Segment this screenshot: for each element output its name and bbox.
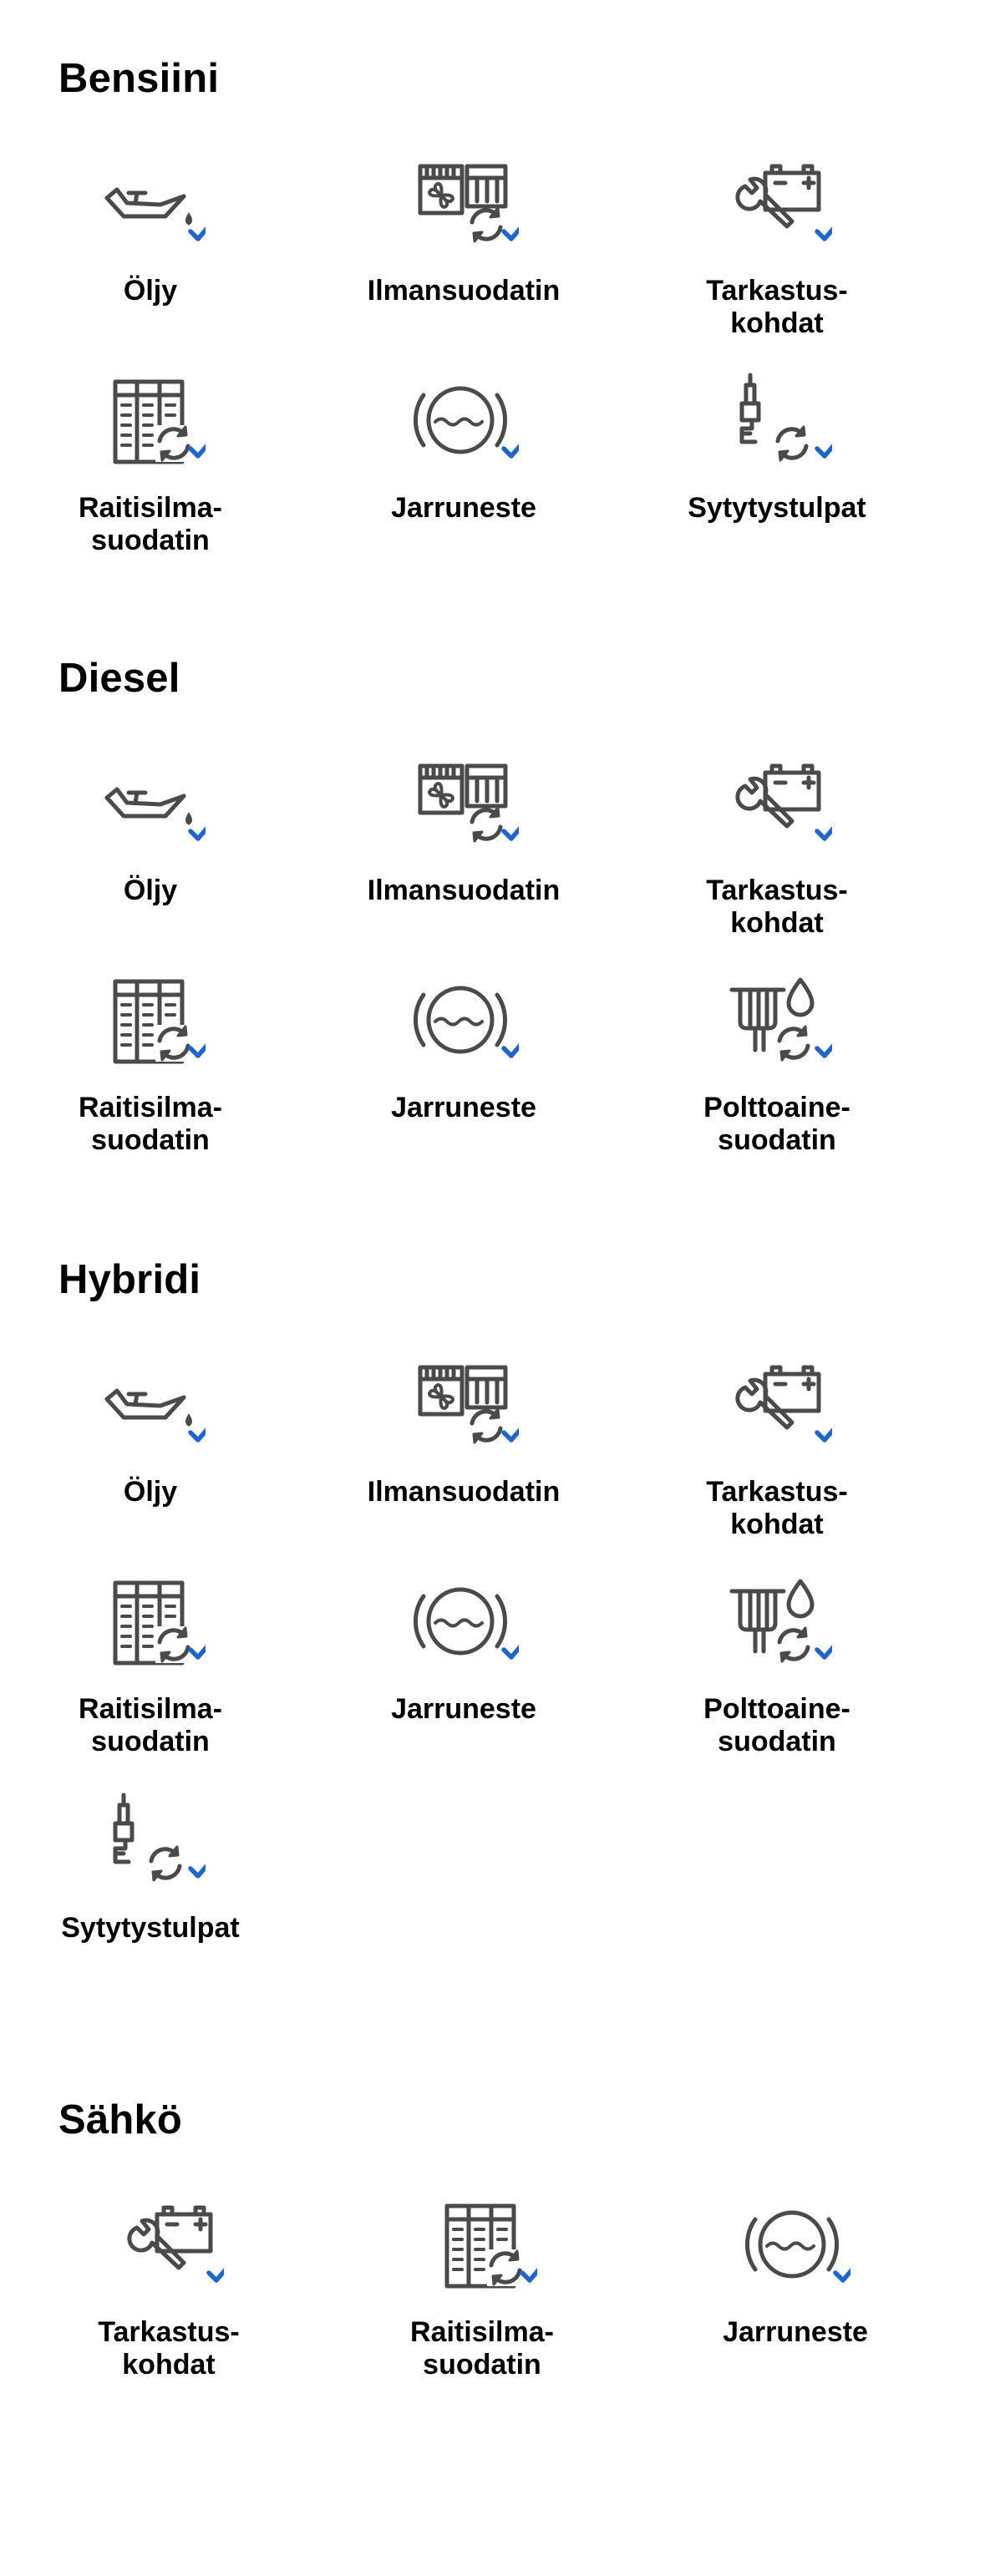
- service-item-label: Sytytystulpat: [61, 1912, 240, 1944]
- service-item-cabin-filter: [0, 1573, 301, 1765]
- service-item-brake-fluid: [313, 971, 614, 1164]
- section-title: Bensiini: [58, 56, 220, 101]
- service-item-label: Tarkastus- kohdat: [706, 275, 848, 339]
- service-item-air-filter: [313, 155, 614, 347]
- service-item-label: Raitisilma- suodatin: [79, 1092, 222, 1156]
- fuel-filter-icon: [722, 971, 832, 1075]
- brake-fluid-icon: [409, 971, 519, 1075]
- service-item-label: Raitisilma- suodatin: [410, 2316, 554, 2381]
- service-item-oil: [0, 1356, 301, 1548]
- service-item-cabin-filter: [332, 2196, 632, 2388]
- brake-fluid-icon: [409, 372, 519, 475]
- oil-can-icon: [95, 1356, 206, 1459]
- brake-fluid-icon: [740, 2196, 850, 2300]
- service-item-spark-plugs: [627, 372, 927, 564]
- service-item-label: Tarkastus- kohdat: [98, 2316, 240, 2381]
- service-item-label: Jarruneste: [391, 492, 536, 524]
- fuel-filter-icon: [722, 1573, 832, 1676]
- service-item-label: Ilmansuodatin: [367, 1476, 561, 1508]
- air-filter-icon: [409, 754, 519, 858]
- brake-fluid-icon: [409, 1573, 519, 1676]
- service-item-label: Polttoaine- suodatin: [703, 1092, 850, 1156]
- service-item-cabin-filter: [0, 372, 301, 564]
- section-title: Hybridi: [58, 1257, 201, 1302]
- oil-can-icon: [95, 155, 206, 258]
- service-item-label: Öljy: [123, 875, 178, 906]
- service-item-brake-fluid: [313, 372, 614, 564]
- oil-can-icon: [95, 754, 206, 858]
- service-item-label: Ilmansuodatin: [367, 875, 561, 906]
- service-item-brake-fluid: [313, 1573, 614, 1765]
- service-item-oil: [0, 155, 301, 347]
- service-item-label: Ilmansuodatin: [367, 275, 561, 307]
- cabin-filter-icon: [427, 2196, 537, 2300]
- service-item-air-filter: [313, 1356, 614, 1548]
- service-item-spark-plugs: [0, 1792, 301, 1984]
- battery-wrench-icon: [722, 1356, 832, 1459]
- service-item-inspection-points: [627, 1356, 927, 1548]
- service-item-air-filter: [313, 754, 614, 946]
- service-item-label: Tarkastus- kohdat: [706, 1476, 848, 1540]
- air-filter-icon: [409, 155, 519, 258]
- service-item-label: Raitisilma- suodatin: [79, 492, 222, 556]
- battery-wrench-icon: [722, 754, 832, 858]
- cabin-filter-icon: [95, 1573, 206, 1676]
- service-item-label: Raitisilma- suodatin: [79, 1693, 222, 1757]
- service-item-label: Jarruneste: [391, 1693, 536, 1725]
- service-item-oil: [0, 754, 301, 946]
- service-item-label: Öljy: [123, 1476, 178, 1508]
- service-item-label: Jarruneste: [391, 1092, 536, 1123]
- service-item-fuel-filter: [627, 971, 927, 1164]
- spark-plug-icon: [722, 372, 832, 475]
- battery-wrench-icon: [722, 155, 832, 258]
- service-item-inspection-points: [18, 2196, 319, 2388]
- service-item-inspection-points: [627, 754, 927, 946]
- service-item-label: Öljy: [123, 275, 178, 307]
- section-title: Diesel: [58, 656, 180, 701]
- cabin-filter-icon: [95, 971, 206, 1075]
- service-item-label: Sytytystulpat: [688, 492, 866, 524]
- service-item-label: Polttoaine- suodatin: [703, 1693, 850, 1757]
- battery-wrench-icon: [114, 2196, 224, 2300]
- service-item-cabin-filter: [0, 971, 301, 1164]
- cabin-filter-icon: [95, 372, 206, 475]
- service-item-label: Jarruneste: [723, 2316, 868, 2348]
- service-item-brake-fluid: [645, 2196, 946, 2388]
- section-title: Sähkö: [58, 2097, 183, 2142]
- service-item-fuel-filter: [627, 1573, 927, 1765]
- spark-plug-icon: [95, 1792, 206, 1895]
- service-item-inspection-points: [627, 155, 927, 347]
- service-item-label: Tarkastus- kohdat: [706, 875, 848, 939]
- air-filter-icon: [409, 1356, 519, 1459]
